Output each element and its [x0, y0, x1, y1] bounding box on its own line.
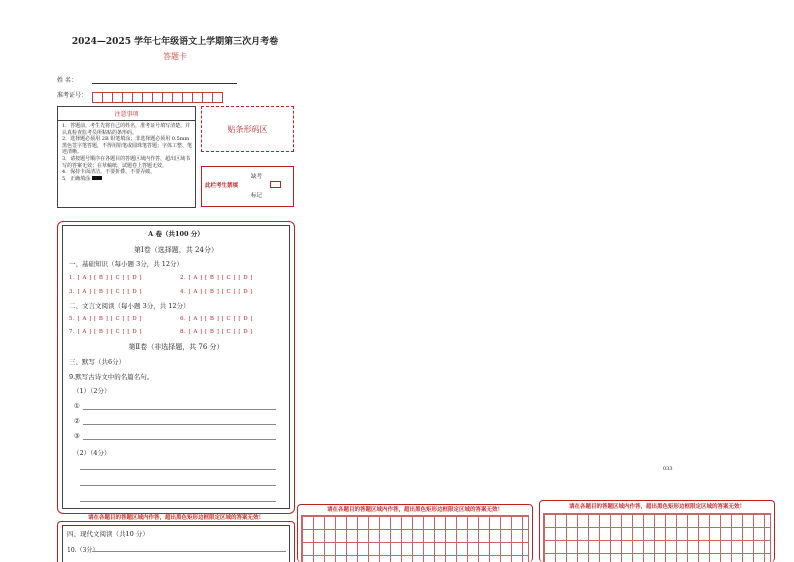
circle-1: ① [74, 402, 80, 410]
q-group1: 一、基础知识（每小题 3分，共 12分） [69, 260, 184, 268]
absent-bottom-label: 标记 [251, 193, 263, 199]
q8-options[interactable]: 8. [ A ] [ B ] [ C ] [ D ] [180, 329, 254, 335]
q10-label: 10.（3分） [67, 547, 99, 554]
q4-options[interactable]: 4. [ A ] [ B ] [ C ] [ D ] [180, 289, 254, 295]
warning-text: 请在各题目的答题区域内作答，超出黑色矩形边框限定区域的答案无效！ [568, 504, 745, 510]
notice-item: 4．保持卡面清洁，不要折叠、不要弄破。 [62, 169, 156, 176]
warning-text: 请在各题目的答题区域内作答，超出黑色矩形边框限定区域的答案无效！ [326, 507, 503, 513]
notice-heading: 注意事项 [58, 107, 195, 121]
q9-text: 9.默写古诗文中的名篇名句。 [69, 373, 154, 381]
q5-options[interactable]: 5. [ A ] [ B ] [ C ] [ D ] [69, 316, 143, 322]
q-group3: 三、默写（共6分） [69, 358, 126, 366]
absent-left-label: 此栏考生禁填 [205, 183, 239, 189]
q9-2-label: （2）（4分） [73, 449, 111, 457]
name-field[interactable] [92, 83, 237, 84]
id-field[interactable] [92, 88, 222, 107]
circle-2: ② [74, 417, 80, 425]
answer-line[interactable] [80, 501, 276, 502]
absent-top-label: 缺考 [251, 174, 263, 180]
q1-options[interactable]: 1. [ A ] [ B ] [ C ] [ D ] [69, 275, 143, 281]
name-label: 姓 名： [57, 77, 77, 84]
part2-heading: 第Ⅱ卷（非选择题，共 76 分） [128, 343, 224, 351]
barcode-area: 贴条形码区 [201, 106, 294, 152]
notice-item: 5．正确填涂 [62, 176, 195, 183]
warning-text: 请在各题目的答题区域内作答，超出黑色矩形边框限定区域的答案无效！ [87, 515, 264, 521]
absent-checkbox[interactable] [270, 181, 281, 188]
q-group2: 二、文言文阅读（每小题 3分，共 12分） [69, 302, 190, 310]
notice-item: 3．请按题号顺序在各题目的答题区域内作答，超出区域书写的答案无效；在草稿纸、试题卷上答题无效。 [62, 155, 191, 169]
q-group4: 四、现代文阅读（共10 分） [67, 530, 149, 538]
writing-grid[interactable] [301, 515, 529, 562]
id-label: 准考证号： [57, 92, 88, 99]
notice-item: 2．选择题必须用 2B 铅笔填涂；非选择题必须用 0.5mm 黑色签字笔答题，不得用铅笔或圆珠笔答题；字体工整、笔迹清晰。 [62, 136, 193, 156]
q3-options[interactable]: 3. [ A ] [ B ] [ C ] [ D ] [69, 289, 143, 295]
answer-line[interactable] [83, 424, 276, 425]
notice-box [57, 106, 196, 208]
part1-heading: 第Ⅰ卷（选择题，共 24分） [134, 246, 218, 254]
absent-box [201, 166, 294, 207]
answer-line[interactable] [80, 469, 276, 470]
filled-mark-icon [92, 176, 102, 180]
circle-3: ③ [74, 432, 80, 440]
q9-1-label: （1）（2分） [73, 387, 111, 395]
q2-options[interactable]: 2. [ A ] [ B ] [ C ] [ D ] [180, 275, 254, 281]
answer-line[interactable] [83, 409, 276, 410]
section-a-heading: A 卷（共100 分） [148, 230, 204, 238]
q6-options[interactable]: 6. [ A ] [ B ] [ C ] [ D ] [180, 316, 254, 322]
answer-sheet-label: 答题卡 [163, 52, 187, 61]
answer-line[interactable] [92, 551, 286, 552]
notice-item: 1．答题前，考生先将自己的姓名，准考证号填写清楚，并认真检查监考员所粘贴的条形码。 [62, 123, 191, 136]
answer-line[interactable] [83, 439, 276, 440]
exam-title: 2024—2025 学年七年级语文上学期第三次月考卷 [71, 37, 279, 47]
writing-grid[interactable] [543, 513, 771, 562]
stray-mark: 033 [663, 466, 673, 472]
answer-line[interactable] [80, 485, 276, 486]
q7-options[interactable]: 7. [ A ] [ B ] [ C ] [ D ] [69, 329, 143, 335]
